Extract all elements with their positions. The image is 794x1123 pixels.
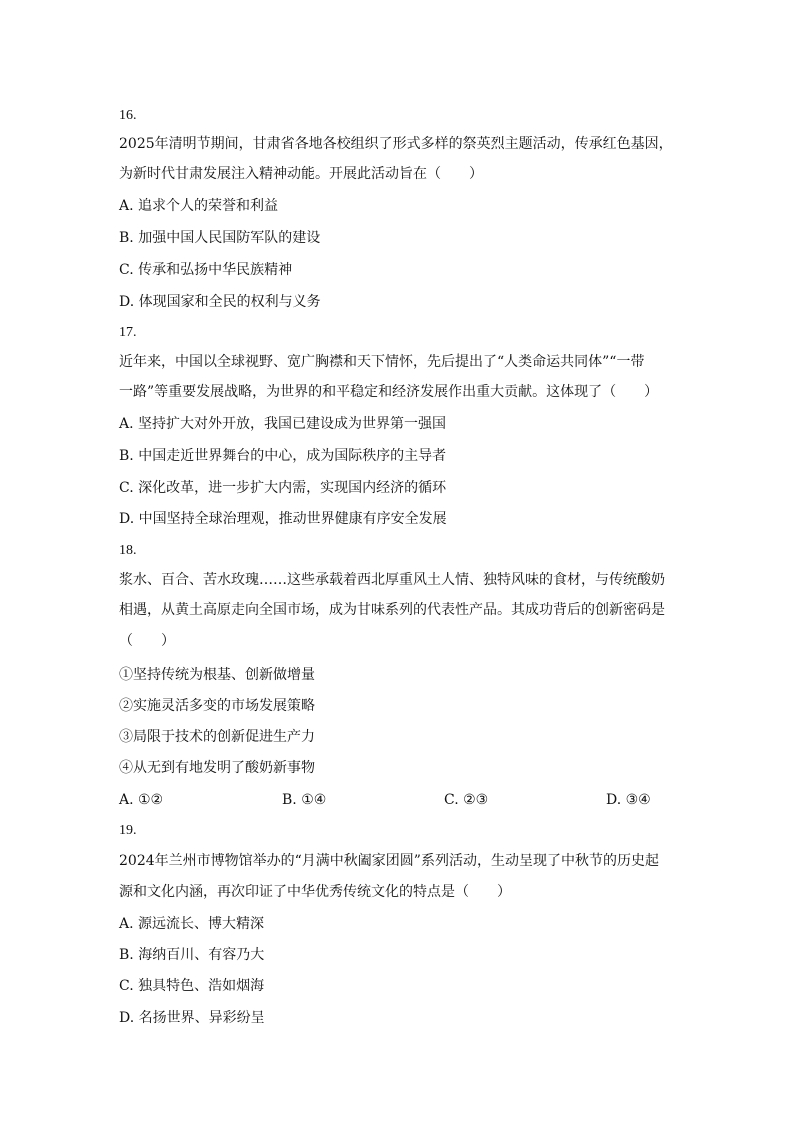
- question-18-option-c: C. ②③: [444, 792, 489, 808]
- question-18-statement-3: ③局限于技术的创新促进生产力: [119, 729, 315, 745]
- question-16-option-d: D. 体现国家和全民的权利与义务: [119, 294, 321, 310]
- question-19-option-d: D. 名扬世界、异彩纷呈: [119, 1010, 265, 1026]
- question-17-option-c: C. 深化改革，进一步扩大内需，实现国内经济的循环: [119, 480, 447, 496]
- question-19-option-b: B. 海纳百川、有容乃大: [119, 947, 265, 963]
- question-17-option-d: D. 中国坚持全球治理观，推动世界健康有序安全发展: [119, 511, 447, 527]
- question-18-statement-2: ②实施灵活多变的市场发展策略: [119, 698, 315, 714]
- question-19-stem-line-1: 2024年兰州市博物馆举办的“月满中秋阖家团圆”系列活动，生动呈现了中秋节的历史起: [119, 853, 659, 869]
- question-17-stem-line-2: 一路”等重要发展战略，为世界的和平稳定和经济发展作出重大贡献。这体现了（ ）: [119, 384, 659, 400]
- question-19-option-c: C. 独具特色、浩如烟海: [119, 978, 265, 994]
- question-18-statement-1: ①坚持传统为根基、创新做增量: [119, 667, 315, 683]
- question-18-stem-line-3: （ ）: [119, 633, 175, 649]
- question-16-option-b: B. 加强中国人民国防军队的建设: [119, 230, 321, 246]
- question-19-number: 19.: [119, 823, 137, 838]
- question-16-number: 16.: [119, 108, 137, 123]
- question-18-statement-4: ④从无到有地发明了酸奶新事物: [119, 760, 315, 776]
- question-17-option-a: A. 坚持扩大对外开放，我国已建设成为世界第一强国: [119, 416, 447, 432]
- question-18-option-b: B. ①④: [282, 792, 327, 808]
- question-17-number: 17.: [119, 325, 137, 340]
- question-16-option-c: C. 传承和弘扬中华民族精神: [119, 262, 293, 278]
- question-16-stem-line-2: 为新时代甘肃发展注入精神动能。开展此活动旨在（ ）: [119, 166, 483, 182]
- question-18-option-d: D. ③④: [606, 792, 651, 808]
- question-17-option-b: B. 中国走近世界舞台的中心，成为国际秩序的主导者: [119, 448, 447, 464]
- question-18-stem-line-2: 相遇，从黄土高原走向全国市场，成为甘味系列的代表性产品。其成功背后的创新密码是: [119, 602, 665, 618]
- question-16-option-a: A. 追求个人的荣誉和利益: [119, 198, 279, 214]
- question-16-stem-line-1: 2025年清明节期间，甘肃省各地各校组织了形式多样的祭英烈主题活动，传承红色基因，: [119, 136, 673, 152]
- question-19-option-a: A. 源远流长、博大精深: [119, 916, 265, 932]
- question-18-number: 18.: [119, 543, 137, 558]
- question-18-option-a: A. ①②: [119, 792, 164, 808]
- question-18-stem-line-1: 浆水、百合、苦水玫瑰……这些承载着西北厚重风土人情、独特风味的食材，与传统酸奶: [119, 572, 665, 588]
- question-19-stem-line-2: 源和文化内涵，再次印证了中华优秀传统文化的特点是（ ）: [119, 884, 511, 900]
- question-17-stem-line-1: 近年来，中国以全球视野、宽广胸襟和天下情怀，先后提出了“人类命运共同体”“一带: [119, 354, 645, 370]
